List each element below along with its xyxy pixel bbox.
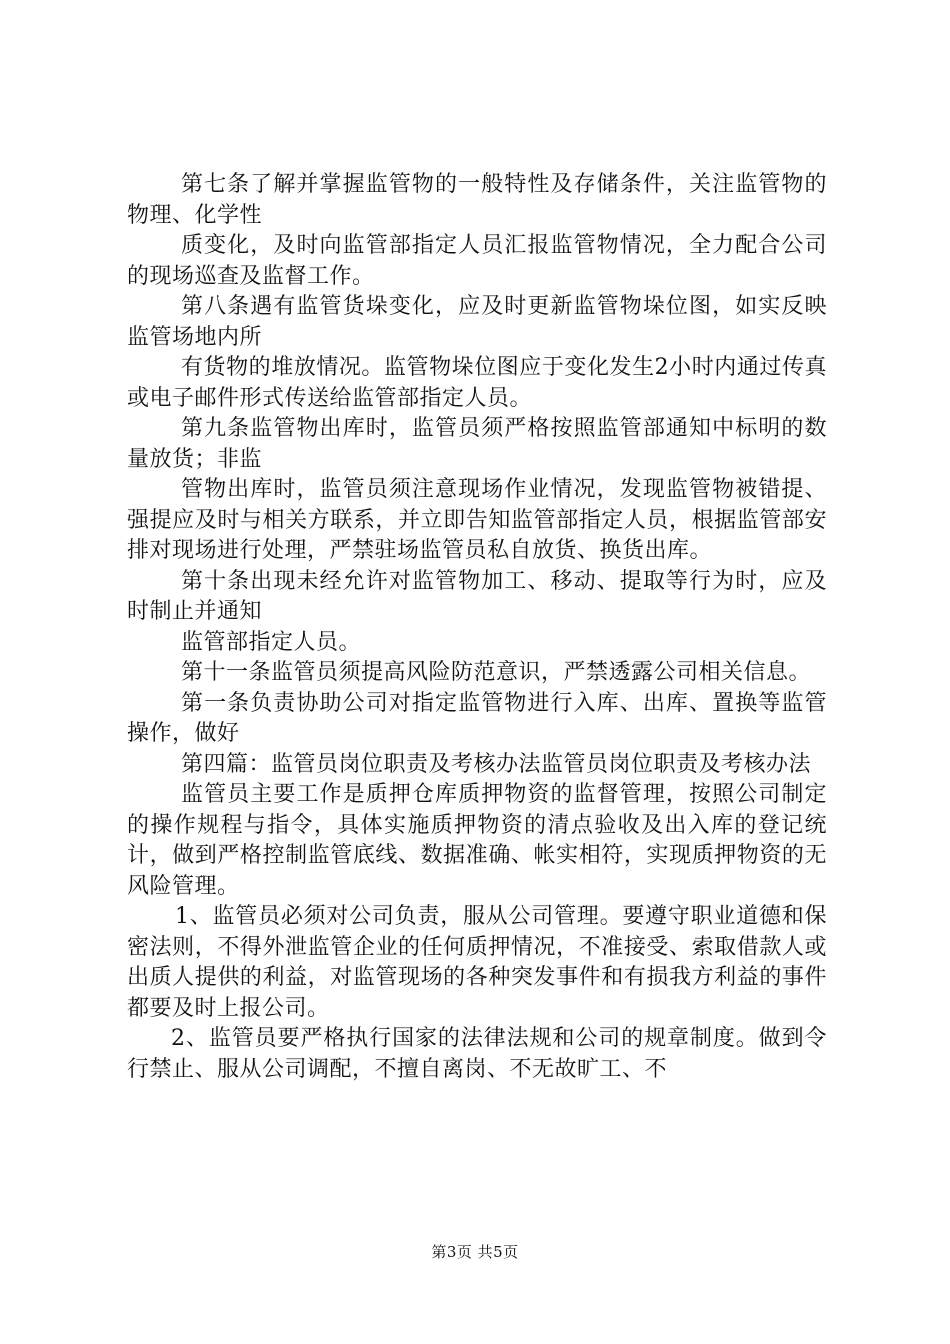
paragraph-article-1: 第一条负责协助公司对指定监管物进行入库、出库、置换等监管操作，做好 [127, 690, 827, 746]
paragraph-item-1: 1、监管员必须对公司负责，服从公司管理。要遵守职业道德和保密法则，不得外泄监管企业的任何质押情况，不准接受、索取借款人或出质人提供的利益，对监管现场的各种突发事件和有损我方利益的事件都要及时上报公司。 [127, 904, 827, 1021]
paragraph-article-10-part-2: 监管部指定人员。 [181, 629, 362, 655]
paragraph-article-9-part-1: 第九条监管物出库时，监管员须严格按照监管部通知中标明的数量放货；非监 [127, 416, 827, 472]
paragraph-article-10-part-1: 第十条出现未经允许对监管物加工、移动、提取等行为时，应及时制止并通知 [127, 568, 827, 624]
paragraph-article-7-part-2: 质变化，及时向监管部指定人员汇报监管物情况，全力配合公司的现场巡查及监督工作。 [127, 233, 827, 289]
paragraph-section-4-heading: 第四篇：监管员岗位职责及考核办法监管员岗位职责及考核办法 [181, 751, 812, 777]
paragraph-article-9-part-2: 管物出库时，监管员须注意现场作业情况，发现监管物被错提、强提应及时与相关方联系，并立即告知监管部指定人员，根据监管部安排对现场进行处理，严禁驻场监管员私自放货、换货出库。 [127, 477, 827, 563]
paragraph-article-8-part-2: 有货物的堆放情况。监管物垛位图应于变化发生2小时内通过传真或电子邮件形式传送给监管部指定人员。 [127, 355, 827, 411]
paragraph-article-7-part-1: 第七条了解并掌握监管物的一般特性及存储条件，关注监管物的物理、化学性 [127, 172, 827, 228]
document-body [127, 170, 827, 1085]
page-number-footer: 第3页 共5页 [431, 1243, 519, 1261]
paragraph-supervisor-duties-intro: 监管员主要工作是质押仓库质押物资的监督管理，按照公司制定的操作规程与指令，具体实施质押物资的清点验收及出入库的登记统计，做到严格控制监管底线、数据准确、帐实相符，实现质押物资的无风险管理。 [127, 782, 827, 899]
paragraph-article-11: 第十一条监管员须提高风险防范意识，严禁透露公司相关信息。 [181, 660, 812, 685]
paragraph-item-2: 2、监管员要严格执行国家的法律法规和公司的规章制度。做到令行禁止、服从公司调配，不擅自离岗、不无故旷工、不 [127, 1026, 827, 1082]
paragraph-article-8-part-1: 第八条遇有监管货垛变化，应及时更新监管物垛位图，如实反映监管场地内所 [127, 294, 827, 350]
